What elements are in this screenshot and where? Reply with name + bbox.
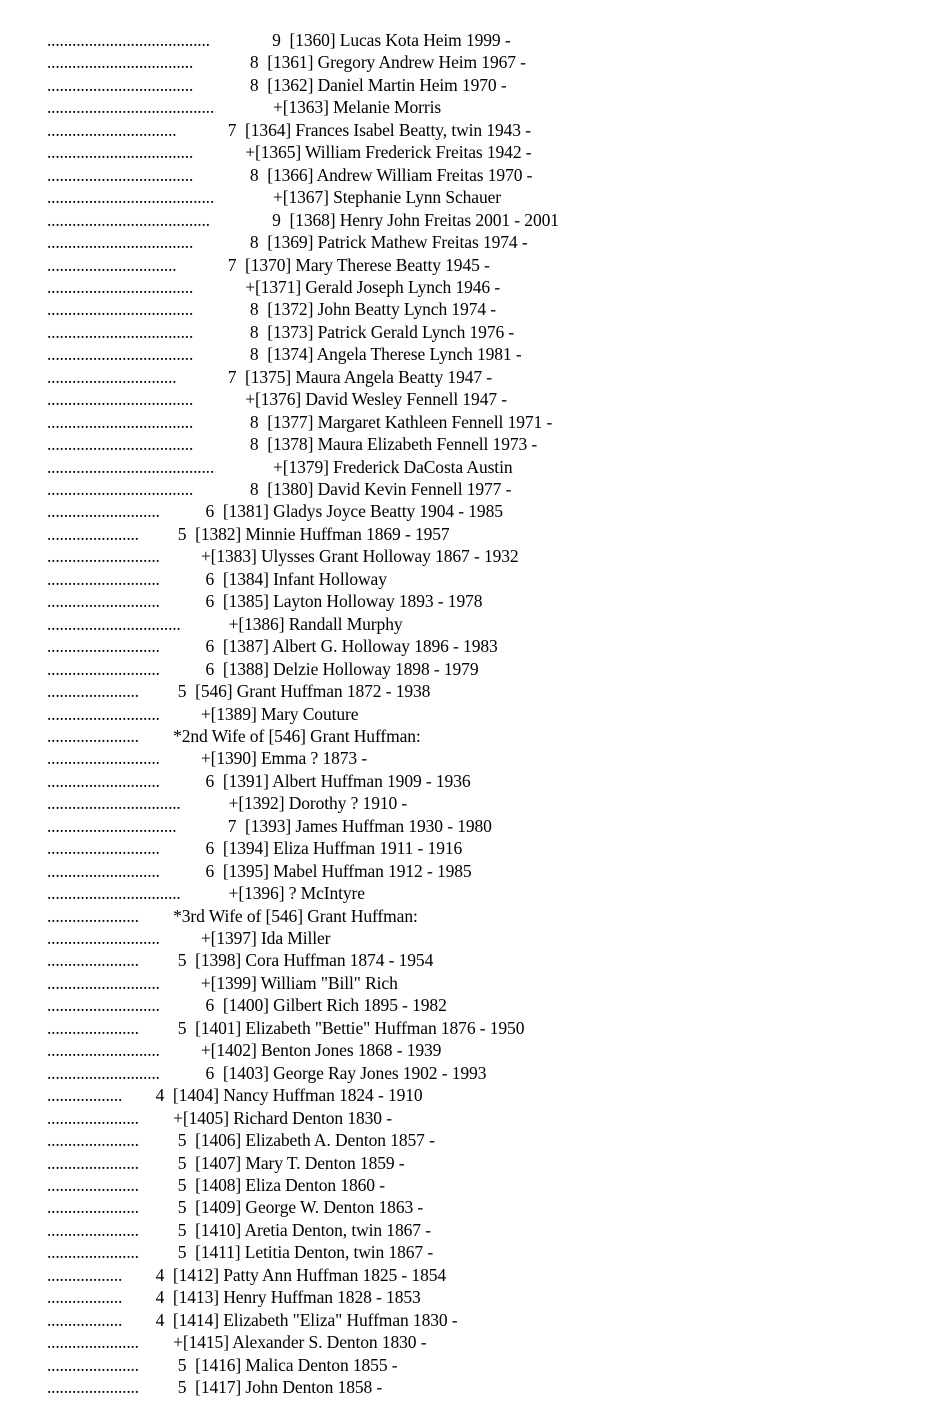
leader-dots: ..................	[47, 1287, 123, 1308]
leader-dots: ...........................	[47, 838, 160, 859]
generation-number: 9	[272, 30, 281, 50]
person-entry: [1398] Cora Huffman 1874 - 1954	[195, 950, 434, 971]
leader-dots: ........................................	[47, 456, 215, 477]
leader-dots: ......................	[47, 681, 139, 702]
additional-spouse-heading: *2nd Wife of [546] Grant Huffman:	[173, 725, 421, 746]
spouse-entry: +[1371] Gerald Joseph Lynch 1946 -	[245, 276, 501, 297]
person-entry: [1364] Frances Isabel Beatty, twin 1943 -	[245, 119, 531, 140]
generation-number: 6	[205, 568, 215, 589]
person-entry: [1375] Maura Angela Beatty 1947 -	[245, 366, 493, 387]
entry-row	[47, 433, 537, 455]
entry-row	[47, 1219, 431, 1241]
leader-dots: ...........................	[47, 928, 160, 948]
leader-dots: ...................................	[47, 232, 194, 253]
generation-number: 5	[177, 1377, 187, 1397]
person-entry: [1416] Malica Denton 1855 -	[195, 1354, 398, 1375]
entry-row	[47, 703, 358, 725]
entry-row	[47, 1039, 441, 1061]
entry-row	[47, 972, 398, 994]
leader-dots: ......................	[47, 1332, 139, 1353]
person-entry: [1360] Lucas Kota Heim 1999 -	[289, 30, 511, 50]
generation-number: 7	[227, 815, 237, 836]
person-entry: [1380] David Kevin Fennell 1977 -	[267, 479, 512, 499]
leader-dots: ......................	[47, 1152, 139, 1173]
entry-row	[47, 1264, 446, 1286]
leader-dots: ...............................	[47, 815, 177, 836]
person-entry: [1370] Mary Therese Beatty 1945 -	[245, 254, 490, 275]
leader-dots: .......................................	[47, 30, 210, 50]
leader-dots: ...........................	[47, 972, 160, 993]
person-entry: [1384] Infant Holloway	[222, 568, 387, 589]
spouse-entry: +[1386] Randall Murphy	[228, 613, 403, 634]
spouse-entry: +[1415] Alexander S. Denton 1830 -	[173, 1332, 427, 1353]
person-entry: [1408] Eliza Denton 1860 -	[195, 1174, 385, 1195]
leader-dots: ...........................	[47, 636, 160, 657]
leader-dots: ......................	[47, 1017, 139, 1038]
leader-dots: ......................	[47, 1377, 139, 1397]
generation-number: 4	[155, 1287, 165, 1308]
generation-number: 6	[205, 995, 215, 1016]
entry-row	[47, 366, 492, 388]
spouse-entry: +[1383] Ulysses Grant Holloway 1867 - 1932	[200, 546, 519, 567]
leader-dots: ...........................	[47, 658, 160, 679]
person-entry: [1362] Daniel Martin Heim 1970 -	[267, 74, 507, 95]
entry-row	[47, 882, 365, 904]
entry-row	[47, 74, 507, 96]
leader-dots: ...........................	[47, 1040, 160, 1061]
generation-number: 7	[227, 254, 237, 275]
entry-row	[47, 141, 532, 163]
generation-number: 5	[177, 1242, 187, 1263]
entry-row	[47, 770, 471, 792]
entry-row	[47, 568, 387, 590]
generation-number: 5	[177, 1219, 187, 1240]
generation-number: 5	[177, 1130, 187, 1151]
leader-dots: ......................	[47, 1174, 139, 1195]
leader-dots: ..................	[47, 1309, 123, 1330]
person-entry: [1368] Henry John Freitas 2001 - 2001	[289, 209, 559, 230]
person-entry: [1361] Gregory Andrew Heim 1967 -	[267, 52, 526, 73]
leader-dots: ................................	[47, 883, 181, 904]
entry-row	[47, 119, 531, 141]
leader-dots: ...........................	[47, 546, 160, 567]
entry-row	[47, 343, 522, 365]
generation-number: 5	[177, 1174, 187, 1195]
entry-row	[47, 658, 478, 680]
entry-row	[47, 837, 462, 859]
person-entry: [1403] George Ray Jones 1902 - 1993	[222, 1062, 487, 1083]
person-entry: [1377] Margaret Kathleen Fennell 1971 -	[267, 411, 553, 432]
leader-dots: ...........................	[47, 860, 160, 881]
leader-dots: ...................................	[47, 299, 194, 320]
entry-row	[47, 994, 447, 1016]
entry-row	[47, 1152, 405, 1174]
generation-number: 6	[205, 838, 215, 859]
spouse-entry: +[1390] Emma ? 1873 -	[200, 748, 368, 769]
entry-row	[47, 1017, 524, 1039]
leader-dots: ...........................	[47, 703, 160, 724]
person-entry: [1410] Aretia Denton, twin 1867 -	[195, 1219, 431, 1240]
entry-row	[47, 1174, 385, 1196]
generation-number: 8	[249, 299, 259, 320]
generation-number: 8	[249, 344, 259, 365]
leader-dots: ...............................	[47, 366, 177, 387]
spouse-entry: +[1397] Ida Miller	[200, 928, 331, 948]
leader-dots: ...................................	[47, 434, 194, 455]
generation-number: 8	[249, 74, 259, 95]
leader-dots: ...................................	[47, 411, 194, 432]
entry-row	[47, 1286, 421, 1308]
person-entry: [1369] Patrick Mathew Freitas 1974 -	[267, 232, 528, 253]
generation-number: 5	[177, 1354, 187, 1375]
generation-number: 6	[205, 636, 215, 657]
person-entry: [1401] Elizabeth "Bettie" Huffman 1876 - 1950	[195, 1017, 525, 1038]
leader-dots: ...........................	[47, 995, 160, 1016]
leader-dots: ...................................	[47, 321, 194, 342]
person-entry: [1387] Albert G. Holloway 1896 - 1983	[222, 636, 498, 657]
generation-number: 4	[155, 1309, 165, 1330]
leader-dots: ...........................	[47, 591, 160, 612]
entry-row	[47, 680, 430, 702]
generation-number: 8	[249, 321, 259, 342]
entry-row	[47, 927, 330, 949]
entry-row	[47, 231, 528, 253]
leader-dots: ................................	[47, 793, 181, 814]
generation-number: 6	[205, 591, 215, 612]
generation-number: 6	[205, 658, 215, 679]
generation-number: 7	[227, 366, 237, 387]
leader-dots: ......................	[47, 1197, 139, 1218]
person-entry: [1366] Andrew William Freitas 1970 -	[267, 164, 533, 185]
entry-row	[47, 860, 472, 882]
generation-number: 5	[177, 681, 187, 702]
person-entry: [1417] John Denton 1858 -	[195, 1377, 383, 1397]
entry-row	[47, 96, 441, 118]
person-entry: [1374] Angela Therese Lynch 1981 -	[267, 344, 522, 365]
person-entry: [1388] Delzie Holloway 1898 - 1979	[222, 658, 479, 679]
entry-row	[47, 411, 552, 433]
leader-dots: ......................	[47, 1107, 139, 1128]
leader-dots: ......................	[47, 1219, 139, 1240]
person-entry: [1413] Henry Huffman 1828 - 1853	[172, 1287, 421, 1308]
generation-number: 8	[249, 479, 259, 499]
leader-dots: ...........................	[47, 501, 160, 522]
generation-number: 4	[155, 1264, 165, 1285]
entry-row	[47, 321, 514, 343]
entry-row	[47, 613, 403, 635]
entry-row	[47, 949, 433, 971]
leader-dots: ........................................	[47, 187, 215, 208]
entry-row	[47, 1129, 435, 1151]
entry-row	[47, 1376, 382, 1398]
spouse-entry: +[1367] Stephanie Lynn Schauer	[273, 187, 501, 208]
generation-number: 6	[205, 1062, 215, 1083]
person-entry: [1412] Patty Ann Huffman 1825 - 1854	[172, 1264, 447, 1285]
leader-dots: ......................	[47, 523, 139, 544]
person-entry: [1393] James Huffman 1930 - 1980	[245, 815, 492, 836]
person-entry: [1378] Maura Elizabeth Fennell 1973 -	[267, 434, 538, 455]
person-entry: [1382] Minnie Huffman 1869 - 1957	[195, 523, 450, 544]
generation-number: 5	[177, 1017, 187, 1038]
generation-number: 6	[205, 501, 215, 522]
leader-dots: ...................................	[47, 344, 194, 365]
entry-row	[47, 209, 559, 231]
entry-row	[47, 29, 511, 51]
person-entry: [1391] Albert Huffman 1909 - 1936	[222, 770, 471, 791]
leader-dots: ...........................	[47, 748, 160, 769]
person-entry: [1385] Layton Holloway 1893 - 1978	[222, 591, 483, 612]
leader-dots: ...................................	[47, 479, 194, 499]
spouse-entry: +[1396] ? McIntyre	[228, 883, 365, 904]
leader-dots: ...........................	[47, 1062, 160, 1083]
entry-row	[47, 815, 492, 837]
leader-dots: ......................	[47, 905, 139, 926]
entry-row	[47, 51, 526, 73]
generation-number: 5	[177, 950, 187, 971]
leader-dots: ......................	[47, 1242, 139, 1263]
person-entry: [1414] Elizabeth "Eliza" Huffman 1830 -	[172, 1309, 458, 1330]
generation-number: 8	[249, 232, 259, 253]
spouse-entry: +[1389] Mary Couture	[200, 703, 359, 724]
leader-dots: ...............................	[47, 254, 177, 275]
generation-number: 6	[205, 860, 215, 881]
spouse-entry: +[1363] Melanie Morris	[273, 97, 442, 118]
entry-row	[47, 186, 501, 208]
generation-number: 7	[227, 119, 237, 140]
spouse-entry: +[1402] Benton Jones 1868 - 1939	[200, 1040, 442, 1061]
additional-spouse-heading: *3rd Wife of [546] Grant Huffman:	[173, 905, 418, 926]
leader-dots: .......................................	[47, 209, 210, 230]
generation-number: 4	[155, 1085, 165, 1106]
leader-dots: ..................	[47, 1264, 123, 1285]
person-entry: [1409] George W. Denton 1863 -	[195, 1197, 424, 1218]
leader-dots: ...............................	[47, 119, 177, 140]
spouse-entry: +[1392] Dorothy ? 1910 -	[228, 793, 408, 814]
entry-row	[47, 725, 421, 747]
spouse-entry: +[1365] William Frederick Freitas 1942 -	[245, 142, 532, 163]
spouse-entry: +[1405] Richard Denton 1830 -	[173, 1107, 392, 1128]
leader-dots: ...................................	[47, 142, 194, 163]
entry-row	[47, 545, 519, 567]
person-entry: [1406] Elizabeth A. Denton 1857 -	[195, 1130, 435, 1151]
entry-row	[47, 254, 490, 276]
entry-row	[47, 478, 511, 500]
entry-row	[47, 388, 507, 410]
person-entry: [1400] Gilbert Rich 1895 - 1982	[222, 995, 447, 1016]
spouse-entry: +[1399] William "Bill" Rich	[200, 972, 398, 993]
entry-row	[47, 747, 367, 769]
leader-dots: ........................................	[47, 97, 215, 118]
entry-row	[47, 523, 450, 545]
person-entry: [1411] Letitia Denton, twin 1867 -	[195, 1242, 434, 1263]
leader-dots: ...................................	[47, 52, 194, 73]
entry-row	[47, 1196, 423, 1218]
entry-row	[47, 1354, 397, 1376]
entry-row	[47, 1241, 433, 1263]
person-entry: [1407] Mary T. Denton 1859 -	[195, 1152, 405, 1173]
entry-row	[47, 500, 503, 522]
leader-dots: ......................	[47, 1354, 139, 1375]
person-entry: [1373] Patrick Gerald Lynch 1976 -	[267, 321, 515, 342]
leader-dots: ......................	[47, 725, 139, 746]
spouse-entry: +[1379] Frederick DaCosta Austin	[273, 456, 513, 477]
generation-number: 8	[249, 52, 259, 73]
entry-row	[47, 1331, 426, 1353]
person-entry: [1395] Mabel Huffman 1912 - 1985	[222, 860, 472, 881]
entry-row	[47, 792, 407, 814]
entry-row	[47, 456, 512, 478]
entry-row	[47, 590, 482, 612]
spouse-entry: +[1376] David Wesley Fennell 1947 -	[245, 389, 507, 410]
leader-dots: ..................	[47, 1085, 123, 1106]
leader-dots: ......................	[47, 950, 139, 971]
entry-row	[47, 276, 500, 298]
leader-dots: ...........................	[47, 770, 160, 791]
generation-number: 8	[249, 164, 259, 185]
generation-number: 5	[177, 1197, 187, 1218]
leader-dots: ......................	[47, 1130, 139, 1151]
entry-row	[47, 1084, 423, 1106]
leader-dots: ...................................	[47, 389, 194, 410]
generation-number: 8	[249, 434, 259, 455]
entry-row	[47, 1062, 486, 1084]
entry-row	[47, 905, 418, 927]
generation-number: 9	[272, 209, 281, 230]
entry-row	[47, 635, 498, 657]
generation-number: 5	[177, 1152, 187, 1173]
leader-dots: ................................	[47, 613, 181, 634]
generation-number: 6	[205, 770, 215, 791]
leader-dots: ...........................	[47, 568, 160, 589]
leader-dots: ...................................	[47, 164, 194, 185]
entry-row	[47, 164, 532, 186]
generation-number: 8	[249, 411, 259, 432]
entry-row	[47, 298, 496, 320]
leader-dots: ...................................	[47, 276, 194, 297]
entry-row	[47, 1107, 392, 1129]
person-entry: [1404] Nancy Huffman 1824 - 1910	[172, 1085, 423, 1106]
entry-row	[47, 1309, 458, 1331]
person-entry: [1394] Eliza Huffman 1911 - 1916	[222, 838, 463, 859]
person-entry: [546] Grant Huffman 1872 - 1938	[195, 681, 431, 702]
generation-number: 5	[177, 523, 187, 544]
person-entry: [1381] Gladys Joyce Beatty 1904 - 1985	[222, 501, 503, 522]
person-entry: [1372] John Beatty Lynch 1974 -	[267, 299, 496, 320]
leader-dots: ...................................	[47, 74, 194, 95]
